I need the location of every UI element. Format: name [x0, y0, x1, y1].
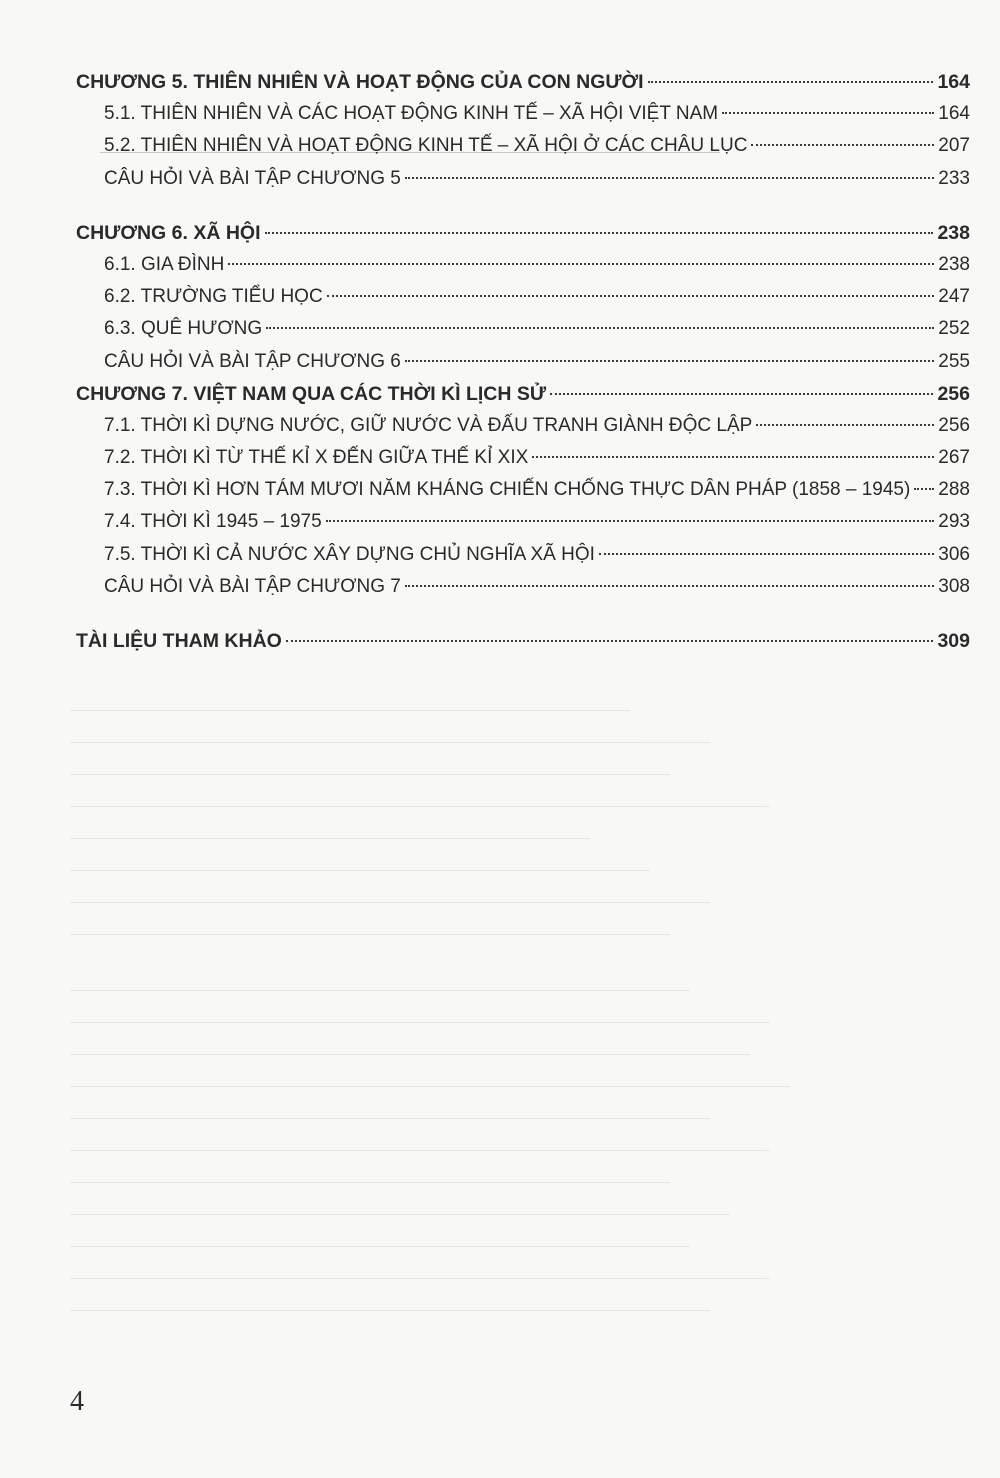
dot-leader: [327, 295, 935, 297]
toc-entry[interactable]: [76, 249, 970, 281]
toc-entry[interactable]: [76, 410, 970, 442]
dot-leader: [751, 144, 934, 146]
toc-entry[interactable]: [76, 98, 970, 130]
toc-entry[interactable]: [76, 539, 970, 571]
toc-page-number: 164: [937, 71, 970, 93]
toc-entry[interactable]: [76, 163, 970, 195]
toc-entry[interactable]: [76, 313, 970, 345]
toc-entry-label: 7.4. THỜI KÌ 1945 – 1975: [104, 511, 322, 533]
dot-leader: [265, 232, 934, 234]
toc-chapter-label: CHƯƠNG 5. THIÊN NHIÊN VÀ HOẠT ĐỘNG CỦA CON NGƯỜI: [76, 71, 644, 93]
toc-page-number: 164: [938, 103, 970, 125]
toc-chapter-entry[interactable]: [76, 66, 970, 98]
toc-page-number: 238: [937, 221, 970, 244]
toc-entry-label: 6.2. TRƯỜNG TIỂU HỌC: [104, 286, 323, 308]
toc-entry-label: 7.1. THỜI KÌ DỰNG NƯỚC, GIỮ NƯỚC VÀ ĐẤU TRANH GIÀNH ĐỘC LẬP: [104, 414, 753, 436]
dot-leader: [286, 640, 934, 642]
toc-entry-label: 6.1. GIA ĐÌNH: [104, 253, 225, 275]
toc-entry-label: 7.5. THỜI KÌ CẢ NƯỚC XÂY DỰNG CHỦ NGHĨA XÃ HỘI: [104, 543, 595, 565]
toc-entry-label: CÂU HỎI VÀ BÀI TẬP CHƯƠNG 6: [104, 350, 401, 372]
page-number: 4: [70, 1386, 84, 1417]
toc-chapter-entry[interactable]: [76, 217, 970, 249]
toc-entry[interactable]: [76, 442, 970, 474]
toc-entry-label: 5.1. THIÊN NHIÊN VÀ CÁC HOẠT ĐỘNG KINH TẾ – XÃ HỘI VIỆT NAM: [104, 103, 719, 125]
toc-entry[interactable]: [76, 130, 970, 162]
dot-leader: [228, 263, 934, 265]
dot-leader: [266, 327, 934, 329]
toc-entry-label: CÂU HỎI VÀ BÀI TẬP CHƯƠNG 7: [104, 575, 401, 597]
dot-leader: [914, 488, 934, 490]
toc-chapter-entry[interactable]: [76, 378, 970, 410]
toc-page-number: 256: [937, 382, 970, 405]
toc-page-number: 255: [938, 350, 970, 372]
toc-page-number: 207: [938, 135, 970, 157]
toc-page-number: 308: [938, 575, 970, 597]
dot-leader: [756, 424, 934, 426]
dot-leader: [599, 553, 934, 555]
toc-page-number: 252: [938, 318, 970, 340]
dot-leader: [326, 520, 935, 522]
toc-chapter-label: CHƯƠNG 7. VIỆT NAM QUA CÁC THỜI KÌ LỊCH SỬ: [76, 382, 547, 405]
toc-chapter-entry[interactable]: [76, 625, 970, 657]
toc-entry-label: 6.3. QUÊ HƯƠNG: [104, 318, 263, 340]
toc-entry[interactable]: [76, 474, 970, 506]
toc-page-number: 309: [937, 630, 970, 652]
toc-page-number: 238: [938, 253, 970, 275]
toc-entry-label: 5.2. THIÊN NHIÊN VÀ HOẠT ĐỘNG KINH TẾ – XÃ HỘI Ở CÁC CHÂU LỤC: [104, 135, 748, 157]
dot-leader: [405, 585, 934, 587]
toc-section-chapter-5: [76, 66, 970, 195]
toc-entry-label: CÂU HỎI VÀ BÀI TẬP CHƯƠNG 5: [104, 167, 401, 189]
toc-chapter-label: CHƯƠNG 6. XÃ HỘI: [76, 221, 261, 244]
toc-entry[interactable]: [76, 281, 970, 313]
toc-page-number: 288: [938, 479, 970, 501]
dot-leader: [532, 456, 934, 458]
toc-chapter-label: TÀI LIỆU THAM KHẢO: [76, 630, 282, 652]
toc-page-number: 267: [938, 447, 970, 469]
toc-page-number: 293: [938, 511, 970, 533]
table-of-contents: [76, 66, 970, 679]
dot-leader: [405, 177, 934, 179]
toc-entry[interactable]: [76, 346, 970, 378]
toc-entry-label: 7.3. THỜI KÌ HƠN TÁM MƯƠI NĂM KHÁNG CHIẾN CHỐNG THỰC DÂN PHÁP (1858 – 1945): [104, 479, 911, 501]
toc-entry[interactable]: [76, 506, 970, 538]
toc-page-number: 256: [938, 414, 970, 436]
dot-leader: [648, 81, 934, 83]
toc-section-references: [76, 625, 970, 657]
bleed-through-background: [70, 690, 970, 1370]
toc-page-number: 306: [938, 543, 970, 565]
dot-leader: [405, 360, 934, 362]
toc-section-chapter-6: [76, 217, 970, 378]
toc-entry[interactable]: [76, 571, 970, 603]
dot-leader: [550, 393, 933, 395]
toc-section-chapter-7: [76, 378, 970, 603]
toc-entry-label: 7.2. THỜI KÌ TỪ THẾ KỈ X ĐẾN GIỮA THẾ KỈ XIX: [104, 447, 529, 469]
toc-page-number: 247: [938, 286, 970, 308]
toc-page-number: 233: [938, 167, 970, 189]
dot-leader: [722, 112, 934, 114]
